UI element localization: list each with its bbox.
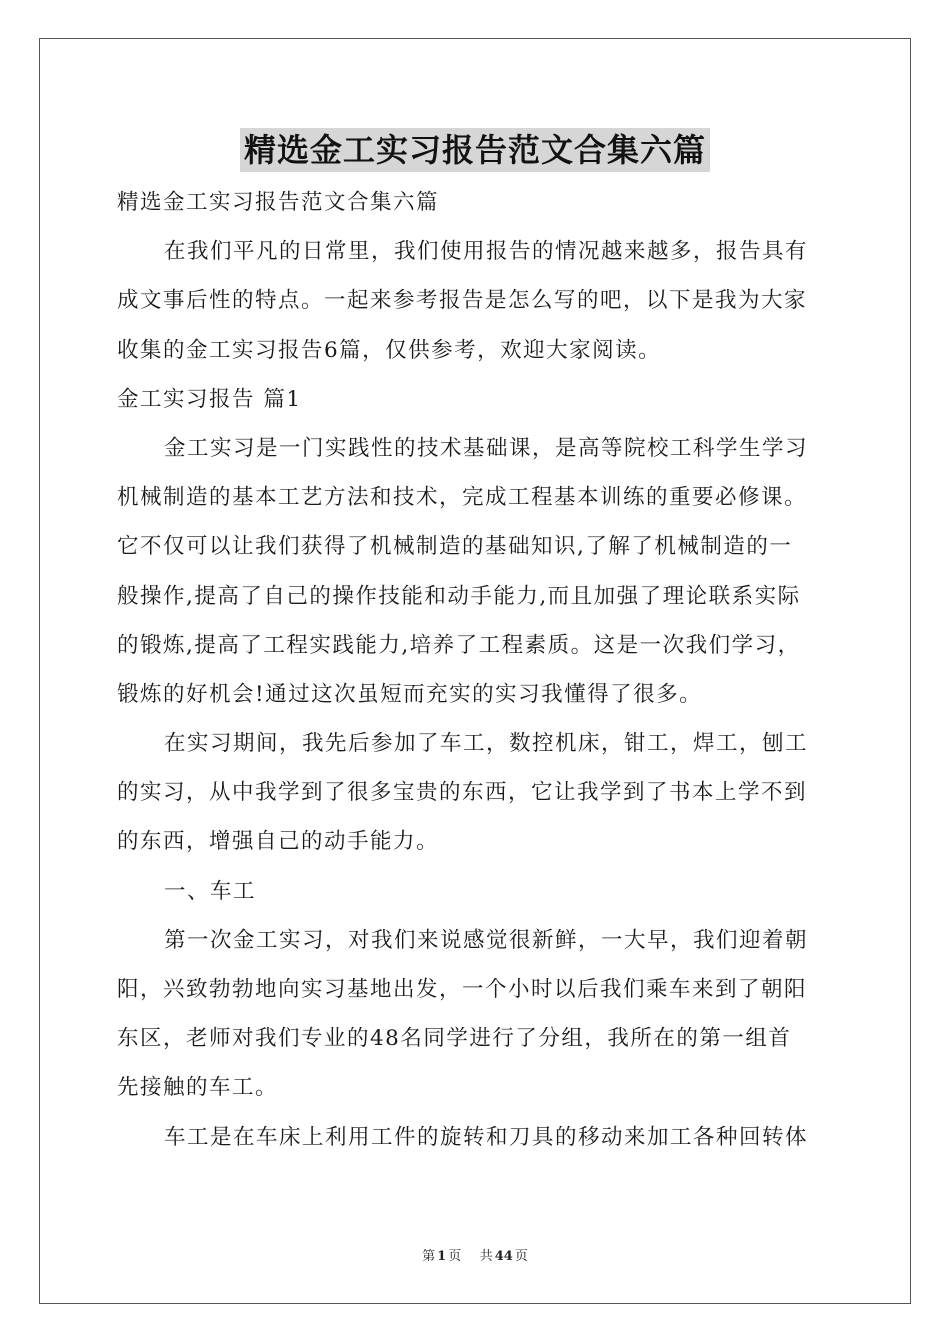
text-line: 金工实习报告 篇1 xyxy=(117,386,302,412)
text-line: 机械制造的基本工艺方法和技术，完成工程基本训练的重要必修课。 xyxy=(117,485,808,511)
text-line: 精选金工实习报告范文合集六篇 xyxy=(117,190,440,215)
total-suffix: 页 xyxy=(514,1249,528,1264)
page-prefix: 第 xyxy=(422,1249,436,1264)
text-line: 金工实习是一门实践性的技术基础课，是高等院校工科学生学习 xyxy=(164,435,809,461)
page-suffix: 页 xyxy=(448,1249,462,1264)
page-footer xyxy=(0,1245,950,1264)
text-line: 的东西，增强自己的动手能力。 xyxy=(117,829,440,855)
text-line: 锻炼的好机会!通过这次虽短而充实的实习我懂得了很多。 xyxy=(117,681,703,707)
text-line: 的实习，从中我学到了很多宝贵的东西，它让我学到了书本上学不到 xyxy=(117,780,808,806)
text-line: 阳，兴致勃勃地向实习基地出发，一个小时以后我们乘车来到了朝阳 xyxy=(117,977,808,1002)
text-line: 般操作,提高了自己的操作技能和动手能力,而且加强了理论联系实际 xyxy=(117,583,801,609)
text-line: 的锻炼,提高了工程实践能力,培养了工程素质。这是一次我们学习， xyxy=(117,632,801,658)
title-wrap xyxy=(0,128,950,172)
text-line: 成文事后性的特点。一起来参考报告是怎么写的吧，以下是我为大家 xyxy=(117,288,808,314)
text-line: 先接触的车工。 xyxy=(117,1075,279,1101)
document-title: 精选金工实习报告范文合集六篇 xyxy=(240,128,710,172)
document-body xyxy=(117,178,833,1162)
total-prefix: 共 xyxy=(479,1249,493,1264)
text-line: 在实习期间，我先后参加了车工，数控机床，钳工，焊工，刨工 xyxy=(164,731,809,757)
text-line: 东区，老师对我们专业的48名同学进行了分组，我所在的第一组首 xyxy=(117,1026,792,1052)
text-line: 收集的金工实习报告6篇，仅供参考，欢迎大家阅读。 xyxy=(117,337,662,363)
text-line: 第一次金工实习，对我们来说感觉很新鲜，一大早，我们迎着朝 xyxy=(164,927,809,953)
text-line: 一、车工 xyxy=(164,878,257,904)
text-line: 车工是在车床上利用工件的旋转和刀具的移动来加工各种回转体 xyxy=(164,1124,809,1150)
text-line: 它不仅可以让我们获得了机械制造的基础知识,了解了机械制造的一 xyxy=(117,534,793,560)
total-pages: 44 xyxy=(494,1249,513,1264)
text-line: 在我们平凡的日常里，我们使用报告的情况越来越多，报告具有 xyxy=(164,239,809,265)
page-number: 1 xyxy=(437,1249,447,1264)
